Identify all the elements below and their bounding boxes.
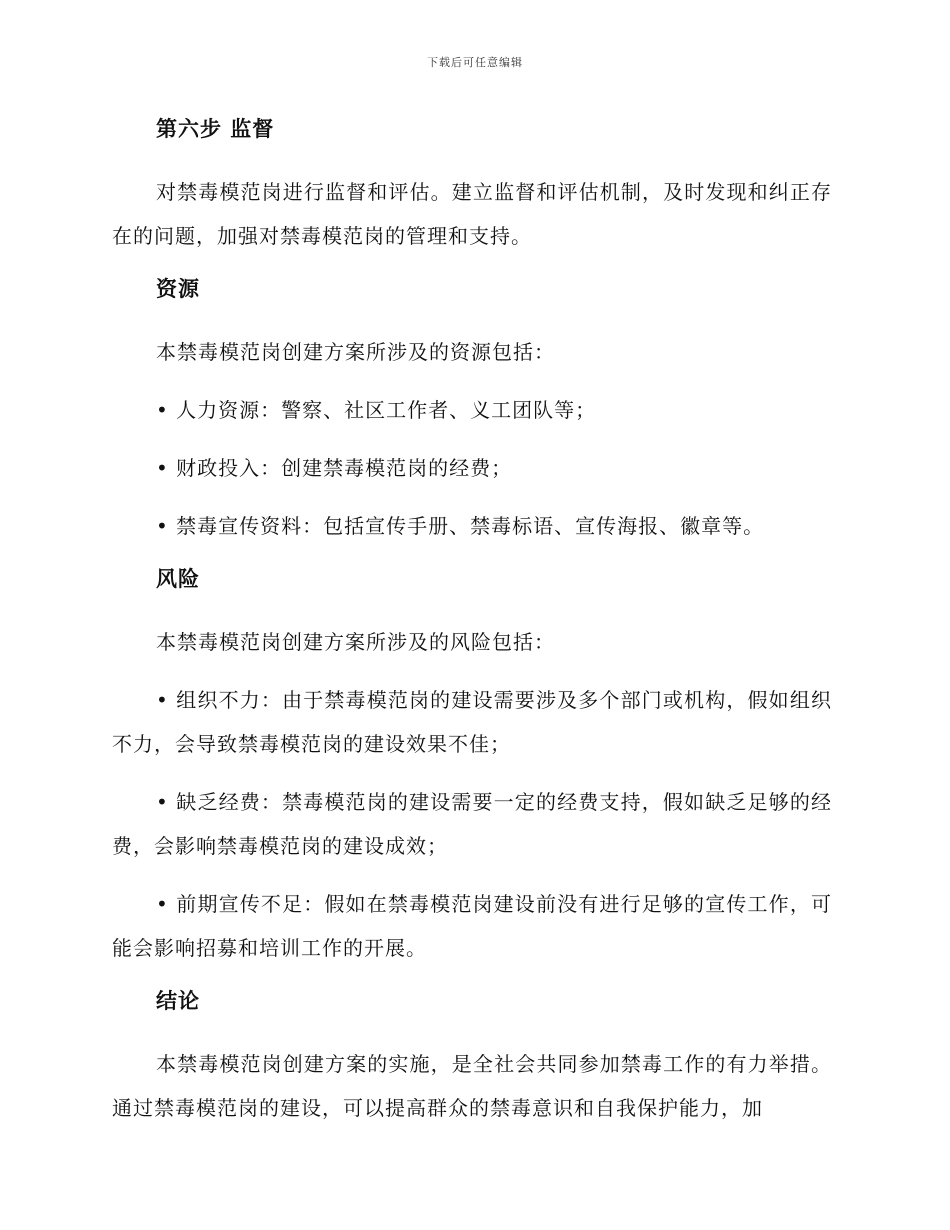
bullet-item: • 禁毒宣传资料：包括宣传手册、禁毒标语、宣传海报、徽章等。: [156, 514, 765, 538]
paragraph: 对禁毒模范岗进行监督和评估。建立监督和评估机制，及时发现和纠正存在的问题，加强对禁毒模范岗的管理和支持。: [112, 180, 832, 248]
section-heading-resources: 资源: [156, 277, 200, 301]
paragraph: 本禁毒模范岗创建方案所涉及的风险包括：: [156, 630, 555, 654]
paragraph: 本禁毒模范岗创建方案的实施，是全社会共同参加禁毒工作的有力举措。通过禁毒模范岗的建设，可以提高群众的禁毒意识和自我保护能力，加: [112, 1052, 832, 1120]
bullet-item: • 人力资源：警察、社区工作者、义工团队等；: [156, 398, 597, 422]
bullet-item: • 缺乏经费：禁毒模范岗的建设需要一定的经费支持，假如缺乏足够的经费，会影响禁毒模范岗的建设成效；: [112, 790, 832, 858]
bullet-item: • 前期宣传不足：假如在禁毒模范岗建设前没有进行足够的宣传工作，可能会影响招募和培训工作的开展。: [112, 892, 832, 960]
bullet-item: • 组织不力：由于禁毒模范岗的建设需要涉及多个部门或机构，假如组织不力，会导致禁毒模范岗的建设效果不佳；: [112, 688, 832, 756]
page-header: 下载后可任意编辑: [427, 56, 523, 69]
section-heading-risks: 风险: [156, 567, 200, 591]
paragraph: 本禁毒模范岗创建方案所涉及的资源包括：: [156, 340, 555, 364]
document-body: [112, 112, 832, 1144]
section-heading-conclusion: 结论: [156, 989, 200, 1013]
bullet-item: • 财政投入：创建禁毒模范岗的经费；: [156, 456, 513, 480]
section-heading-supervision: 第六步 监督: [156, 117, 275, 141]
